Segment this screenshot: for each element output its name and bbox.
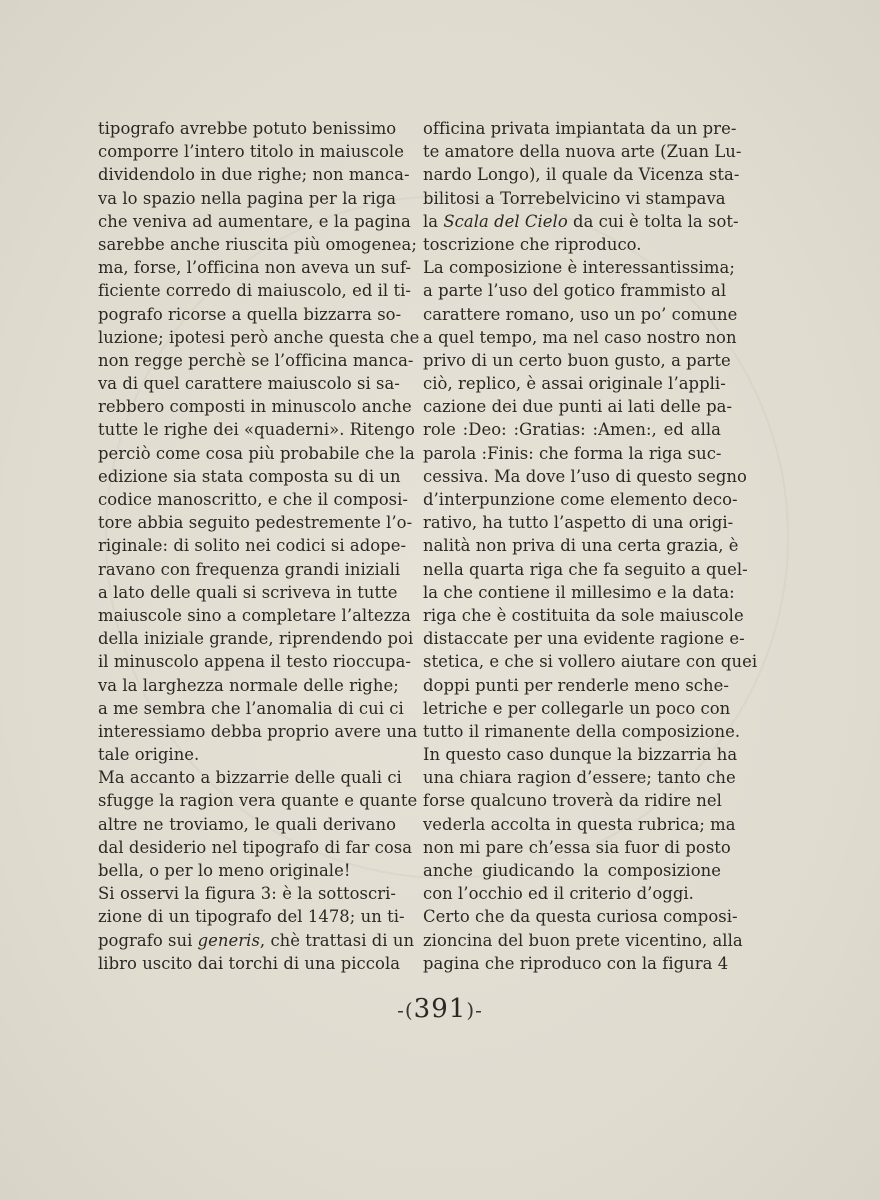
text-line: ciò, replico, è assai originale l’appli- — [423, 374, 726, 394]
text-line: codice manoscritto, e che il composi- — [98, 490, 408, 509]
text-line: riga che è costituita da sole maiuscole — [423, 605, 744, 625]
text-line: riginale: di solito nei codici si adope- — [98, 536, 407, 556]
text-line: privo di un certo buon gusto, a parte — [423, 350, 731, 370]
text-line: ficiente corredo di maiuscolo, ed il ti- — [98, 281, 411, 301]
text-line: stetica, e che si vollero aiutare con quei — [423, 652, 758, 672]
text-line: La composizione è interessantissima; — [423, 258, 735, 278]
text-line: carattere romano, uso un po’ comune — [423, 304, 738, 324]
text-line: letriche e per collegarle un poco con — [423, 698, 731, 718]
text-line: tipografo avrebbe potuto benissimo — [98, 119, 397, 138]
text-line: tale origine. — [98, 745, 200, 765]
italic-title: Scala del Cielo — [443, 211, 568, 231]
text-line: con l’occhio ed il criterio d’oggi. — [423, 884, 694, 904]
text-line: cazione dei due punti ai lati delle pa- — [423, 397, 733, 417]
text-line: dal desiderio nel tipografo di far cosa — [98, 837, 413, 857]
text-line: forse qualcuno troverà da ridire nel — [423, 791, 722, 811]
folio-ornament-left: -( — [397, 998, 414, 1022]
text-line: edizione sia stata composta su di un — [98, 466, 401, 486]
text-line: va la larghezza normale delle righe; — [98, 675, 399, 695]
text-line: maiuscole sino a completare l’altezza — [98, 605, 411, 625]
text-line: ma, forse, l’officina non aveva un suf- — [98, 258, 412, 278]
text-line: il minuscolo appena il testo rioccupa- — [98, 652, 411, 672]
text-line: la che contiene il millesimo e la data: — [423, 582, 735, 602]
text-line: Certo che da questa curiosa composi- — [423, 907, 738, 927]
folio-ornament-right: )- — [466, 998, 483, 1022]
text-line: la Scala del Cielo da cui è tolta la sot- — [423, 211, 739, 231]
text-line: zione di un tipografo del 1478; un ti- — [98, 907, 405, 927]
text-line: toscrizione che riproduco. — [423, 234, 642, 254]
text-line: nardo Longo), il quale da Vicenza sta- — [423, 165, 740, 185]
text-line: distaccate per una evidente ragione e- — [423, 629, 745, 649]
text-line: a parte l’uso del gotico frammisto al — [423, 281, 727, 301]
text-line: interessiamo debba proprio avere una — [98, 721, 418, 741]
text-line: rativo, ha tutto l’aspetto di una origi- — [423, 513, 734, 533]
text-line: a quel tempo, ma nel caso nostro non — [423, 327, 737, 347]
text-line: te amatore della nuova arte (Zuan Lu- — [423, 142, 742, 162]
text-line: Si osservi la figura 3: è la sottoscri- — [98, 884, 396, 904]
page-number-value: 391 — [413, 994, 467, 1024]
text-line: pagina che riproduco con la figura 4 — [423, 953, 729, 973]
text-line: comporre l’intero titolo in maiuscole — [98, 142, 404, 162]
text-line: della iniziale grande, riprendendo poi — [98, 629, 414, 649]
text-line: rebbero composti in minuscolo anche — [98, 397, 412, 417]
text-line: tutte le righe dei «quaderni». Ritengo — [98, 420, 415, 440]
text-line: luzione; ipotesi però anche questa che — [98, 327, 420, 347]
italic-title: generis — [197, 930, 260, 950]
text-line: altre ne troviamo, le quali derivano — [98, 814, 396, 834]
text-line: In questo caso dunque la bizzarria ha — [423, 745, 738, 765]
text-line: parola :Finis: che forma la riga suc- — [423, 443, 722, 463]
text-line: dividendolo in due righe; non manca- — [98, 165, 410, 185]
text-line: zioncina del buon prete vicentino, alla — [423, 930, 743, 950]
text-line: tutto il rimanente della composizione. — [423, 721, 741, 741]
text-line: perciò come cosa più probabile che la — [98, 443, 415, 463]
text-line: tore abbia seguito pedestremente l’o- — [98, 513, 413, 533]
text-line: cessiva. Ma dove l’uso di questo segno — [423, 466, 747, 486]
left-text-column — [98, 117, 420, 975]
text-line: a lato delle quali si scriveva in tutte — [98, 582, 398, 602]
right-text-column — [423, 117, 758, 975]
text-line: vederla accolta in questa rubrica; ma — [423, 814, 736, 834]
text-line: libro uscito dai torchi di una piccola — [98, 953, 401, 973]
text-line: pografo sui generis, chè trattasi di un — [98, 930, 415, 950]
text-line: nalità non priva di una certa grazia, è — [423, 536, 739, 556]
text-line: nella quarta riga che fa seguito a quel- — [423, 559, 748, 579]
text-line: una chiara ragion d’essere; tanto che — [423, 768, 736, 788]
text-line: bella, o per lo meno originale! — [98, 861, 351, 880]
text-line: sfugge la ragion vera quante e quante — [98, 791, 418, 811]
text-line: non regge perchè se l’officina manca- — [98, 350, 414, 370]
text-line: a me sembra che l’anomalia di cui ci — [98, 698, 404, 718]
text-line: doppi punti per renderle meno sche- — [423, 675, 729, 695]
text-line: Ma accanto a bizzarrie delle quali ci — [98, 768, 402, 788]
page-number — [0, 994, 880, 1024]
text-line: va di quel carattere maiuscolo si sa- — [98, 374, 400, 394]
text-line: d’interpunzione come elemento deco- — [423, 490, 738, 509]
text-line: sarebbe anche riuscita più omogenea; — [98, 234, 417, 254]
text-line: role :Deo: :Gratias: :Amen:, ed alla — [423, 420, 721, 440]
text-line: anche giudicando la composizione — [423, 861, 721, 880]
text-line: officina privata impiantata da un pre- — [423, 119, 737, 138]
text-line: va lo spazio nella pagina per la riga — [98, 188, 397, 208]
text-line: non mi pare ch’essa sia fuor di posto — [423, 837, 731, 857]
text-line: che veniva ad aumentare, e la pagina — [98, 211, 411, 231]
text-line: bilitosi a Torrebelvicino vi stampava — [423, 188, 726, 208]
text-line: pografo ricorse a quella bizzarra so- — [98, 304, 402, 324]
text-line: ravano con frequenza grandi iniziali — [98, 559, 401, 579]
